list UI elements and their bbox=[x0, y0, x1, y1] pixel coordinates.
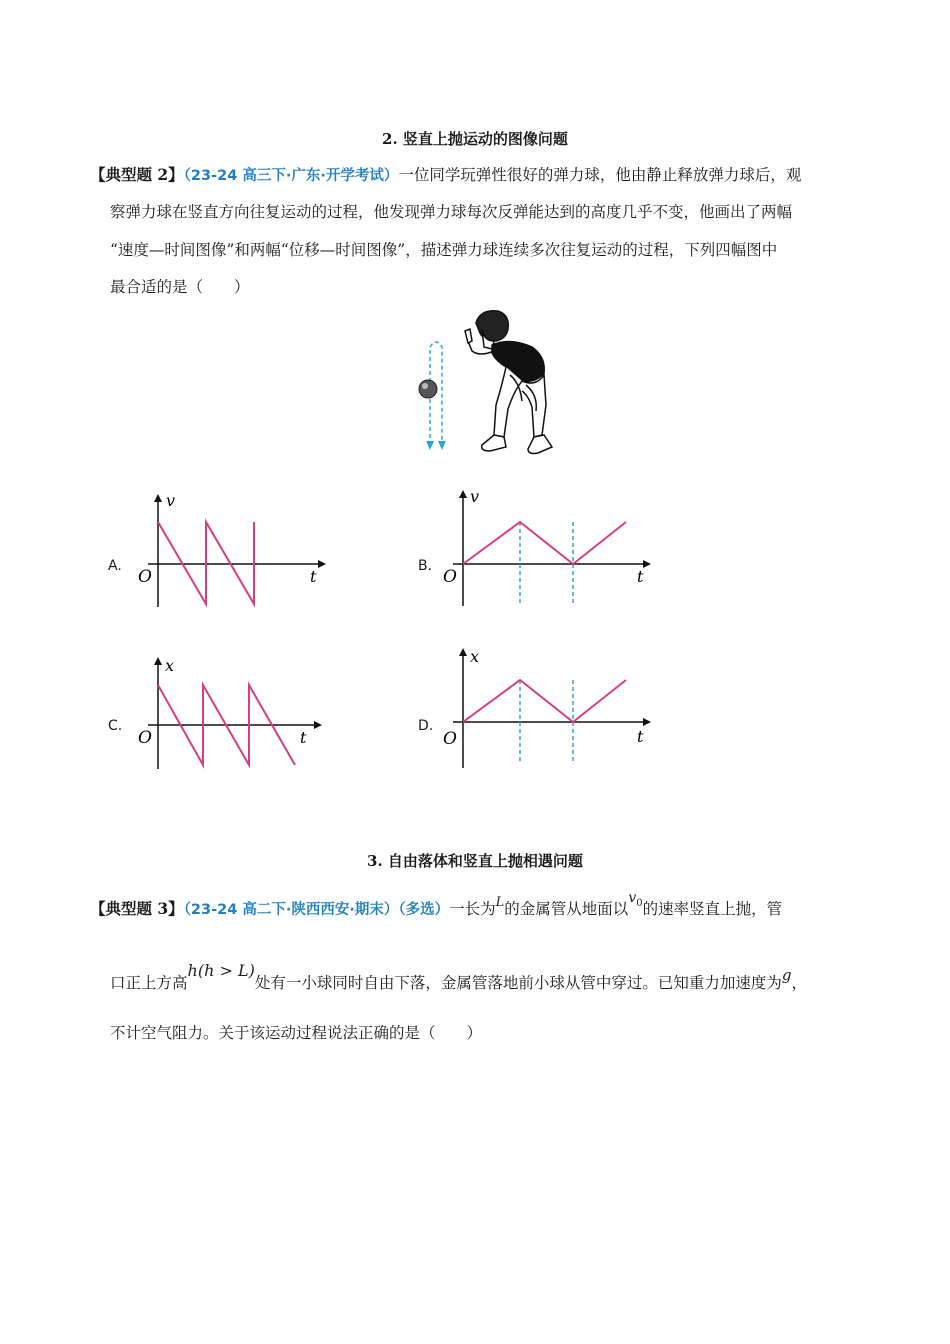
arrow-right-icon bbox=[643, 560, 651, 568]
option-d-graph bbox=[433, 646, 658, 772]
arrow-right-icon bbox=[318, 560, 326, 568]
question-tag: 【典型题 2】 bbox=[90, 165, 184, 184]
option-a-label: A. bbox=[108, 558, 122, 574]
arrow-up-icon bbox=[154, 657, 162, 665]
option-a-graph bbox=[128, 492, 338, 612]
arrow-up-icon bbox=[459, 490, 467, 498]
graph-line bbox=[463, 522, 626, 564]
person-icon bbox=[465, 311, 552, 454]
question-text: 一位同学玩弹性很好的弹力球，他由静止释放弹力球后，观 bbox=[398, 166, 802, 184]
x-axis-label: t bbox=[637, 567, 644, 586]
option-d-label: D. bbox=[418, 718, 434, 734]
graph-line bbox=[158, 522, 254, 604]
y-axis-label: v bbox=[470, 488, 480, 506]
option-b-label: B. bbox=[418, 558, 433, 574]
origin-label: O bbox=[443, 729, 457, 749]
question-2-line-3: “速度—时间图像”和两幅“位移—时间图像”，描述弹力球连续多次往复运动的过程，下列四幅图中 bbox=[110, 241, 778, 259]
question-2-line-1 bbox=[90, 163, 801, 185]
origin-label: O bbox=[138, 728, 152, 748]
arrow-down-icon bbox=[438, 441, 446, 450]
math-L: L bbox=[495, 895, 505, 910]
question-3-line-1: 【典型题 3】（23-24 高二下·陕西西安·期末）（多选）一长为$^L$的金属管从地面以$v_0$的速率竖直上抛，管 bbox=[90, 890, 783, 918]
x-axis-label: t bbox=[310, 567, 317, 586]
section-2-title: 2. 竖直上抛运动的图像问题 bbox=[382, 130, 568, 148]
question-2-line-2: 察弹力球在竖直方向往复运动的过程，他发现弹力球每次反弹能达到的高度几乎不变，他画出了两幅 bbox=[110, 203, 793, 221]
ball-icon bbox=[419, 380, 437, 398]
arrow-right-icon bbox=[643, 718, 651, 726]
y-axis-label: x bbox=[165, 656, 175, 675]
question-source: （23-24 高二下·陕西西安·期末）（多选） bbox=[183, 902, 450, 918]
section-3-title: 3. 自由落体和竖直上抛相遇问题 bbox=[367, 852, 583, 870]
question-source: （23-24 高三下·广东·开学考试） bbox=[183, 168, 399, 184]
x-axis-label: t bbox=[637, 727, 644, 746]
arrow-up-icon bbox=[459, 648, 467, 656]
y-axis-label: x bbox=[470, 647, 480, 666]
arrow-up-icon bbox=[154, 494, 162, 502]
question-tag: 【典型题 3】 bbox=[90, 899, 184, 918]
arrow-down-icon bbox=[426, 441, 434, 450]
question-3-line-3: 不计空气阻力。关于该运动过程说法正确的是（ ） bbox=[110, 1024, 483, 1042]
option-c-graph bbox=[128, 655, 333, 773]
graph-line bbox=[463, 680, 626, 722]
arrow-right-icon bbox=[314, 721, 322, 729]
math-g: g bbox=[781, 966, 792, 984]
math-v0: $v_0$ bbox=[628, 890, 643, 909]
option-b-graph bbox=[433, 488, 658, 612]
y-axis-label: v bbox=[166, 492, 176, 510]
origin-label: O bbox=[138, 567, 152, 587]
math-h: h(h > L) bbox=[187, 961, 255, 980]
question-2-line-4: 最合适的是（ ） bbox=[110, 278, 250, 296]
question-3-line-2: 口正上方高h(h > L)处有一小球同时自由下落，金属管落地前小球从管中穿过。已知重力加速度为g， bbox=[110, 961, 807, 992]
ball-player-illustration bbox=[410, 305, 560, 465]
origin-label: O bbox=[443, 567, 457, 587]
x-axis-label: t bbox=[300, 728, 307, 747]
option-c-label: C. bbox=[108, 718, 123, 734]
